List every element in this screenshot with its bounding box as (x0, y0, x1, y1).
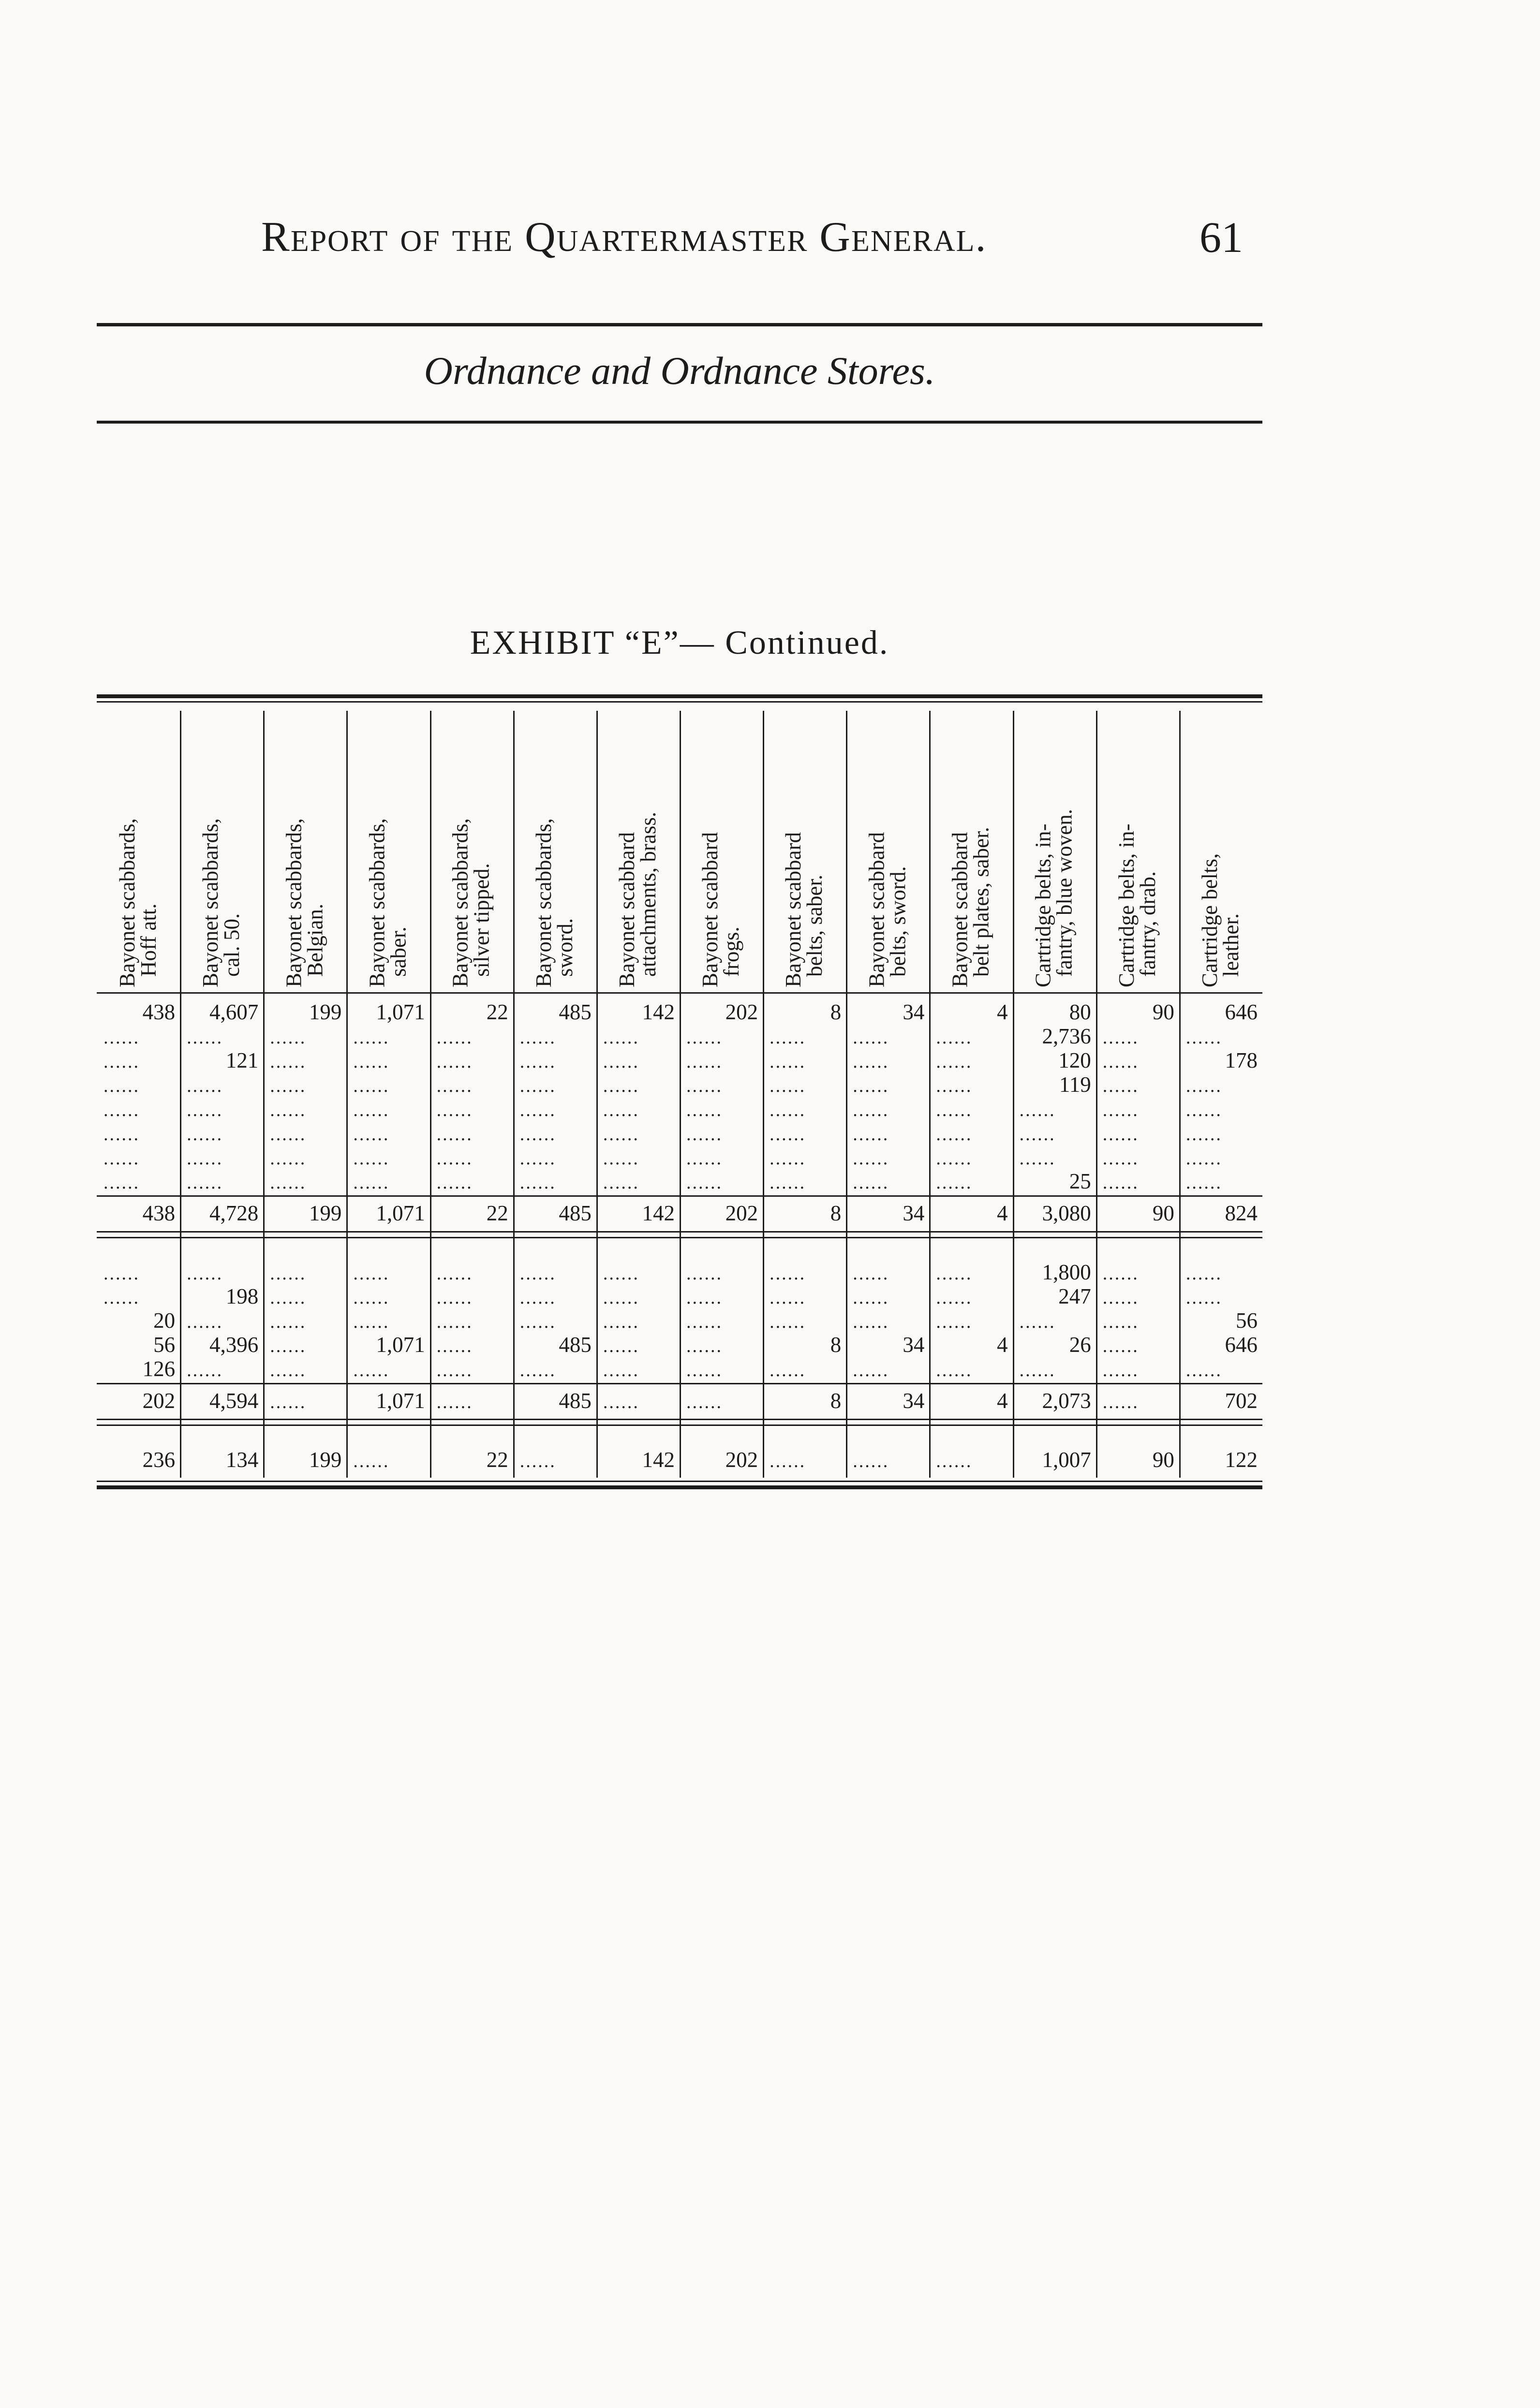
page-number: 61 (1199, 214, 1243, 262)
column-rule (596, 711, 598, 1478)
leader-dots: ...... (270, 1336, 307, 1356)
leader-dots: ...... (936, 1360, 973, 1380)
leader-dots: ...... (936, 1100, 973, 1120)
column-header-line: Hoff att. (136, 903, 161, 977)
leader-dots: ...... (1102, 1028, 1139, 1048)
leader-dots: ...... (603, 1263, 639, 1284)
leader-dots: ...... (104, 1263, 140, 1284)
leader-dots: ...... (853, 1076, 889, 1096)
leader-dots: ...... (270, 1312, 307, 1332)
balance-value: 202 (725, 1448, 758, 1472)
total-value: 485 (559, 1389, 592, 1413)
column-rule (846, 711, 847, 1478)
leader-dots: ...... (436, 1124, 473, 1145)
column-header-line: Bayonet scabbards, (365, 818, 389, 987)
leader-dots: ...... (686, 1360, 723, 1380)
column-header (948, 827, 993, 987)
exhibit-title: EXHIBIT “E”— Continued. (470, 624, 889, 661)
total-value: 202 (725, 1201, 758, 1225)
column-rule (513, 711, 515, 1478)
leader-dots: ...... (187, 1360, 223, 1380)
leader-dots: ...... (436, 1263, 473, 1284)
leader-dots: ...... (853, 1148, 889, 1169)
row-rule (97, 1383, 1262, 1384)
column-header-line: cal. 50. (220, 913, 244, 977)
leader-dots: ...... (353, 1124, 390, 1145)
total-value: 4,594 (209, 1389, 259, 1413)
leader-dots: ...... (353, 1288, 390, 1308)
leader-dots: ...... (853, 1312, 889, 1332)
column-header (698, 832, 743, 987)
cell-value: 8 (830, 1333, 842, 1357)
leader-dots: ...... (770, 1052, 806, 1072)
leader-dots: ...... (436, 1360, 473, 1380)
leader-dots: ...... (519, 1360, 556, 1380)
leader-dots: ...... (770, 1451, 806, 1471)
leader-dots: ...... (270, 1173, 307, 1193)
balance-value: 142 (642, 1448, 675, 1472)
leader-dots: ...... (187, 1312, 223, 1332)
cell-value: 438 (142, 1000, 176, 1024)
column-header-line: Bayonet scabbard (864, 832, 889, 987)
leader-dots: ...... (436, 1028, 473, 1048)
leader-dots: ...... (270, 1076, 307, 1096)
row-rule (97, 1195, 1262, 1197)
total-value: 199 (309, 1201, 342, 1225)
leader-dots: ...... (104, 1052, 140, 1072)
cell-value: 485 (559, 1333, 592, 1357)
column-header-line: Bayonet scabbard (698, 832, 723, 987)
leader-dots: ...... (686, 1288, 723, 1308)
leader-dots: ...... (936, 1312, 973, 1332)
column-header (615, 812, 660, 987)
leader-dots: ...... (436, 1100, 473, 1120)
leader-dots: ...... (603, 1100, 639, 1120)
leader-dots: ...... (187, 1076, 223, 1096)
cell-value: 178 (1225, 1048, 1258, 1072)
leader-dots: ...... (519, 1173, 556, 1193)
leader-dots: ...... (853, 1360, 889, 1380)
table-bottom-rule (97, 1485, 1262, 1489)
leader-dots: ...... (353, 1076, 390, 1096)
section-title: Ordnance and Ordnance Stores. (424, 349, 935, 393)
leader-dots: ...... (270, 1100, 307, 1120)
cell-value: 120 (1058, 1048, 1091, 1072)
total-value: 22 (486, 1201, 508, 1225)
row-rule (97, 1424, 1262, 1426)
leader-dots: ...... (519, 1312, 556, 1332)
leader-dots: ...... (686, 1052, 723, 1072)
leader-dots: ...... (770, 1173, 806, 1193)
leader-dots: ...... (270, 1392, 307, 1412)
column-header-line: Cartridge belts, in- (1114, 823, 1139, 987)
leader-dots: ...... (436, 1288, 473, 1308)
leader-dots: ...... (603, 1392, 639, 1412)
leader-dots: ...... (686, 1148, 723, 1169)
total-value: 1,071 (376, 1389, 425, 1413)
leader-dots: ...... (686, 1312, 723, 1332)
running-title: Report of the Quartermaster General. (261, 214, 987, 261)
cell-value: 119 (1059, 1072, 1091, 1097)
cell-value: 56 (1236, 1308, 1258, 1333)
leader-dots: ...... (104, 1076, 140, 1096)
column-header-line: silver tipped. (469, 863, 494, 977)
column-rule (1096, 711, 1097, 1478)
leader-dots: ...... (1185, 1173, 1222, 1193)
leader-dots: ...... (1019, 1100, 1056, 1120)
balance-value: 22 (486, 1448, 508, 1472)
leader-dots: ...... (1019, 1312, 1056, 1332)
leader-dots: ...... (603, 1336, 639, 1356)
leader-dots: ...... (770, 1263, 806, 1284)
cell-value: 34 (903, 1000, 925, 1024)
leader-dots: ...... (936, 1124, 973, 1145)
leader-dots: ...... (1102, 1288, 1139, 1308)
leader-dots: ...... (1102, 1052, 1139, 1072)
leader-dots: ...... (1102, 1312, 1139, 1332)
leader-dots: ...... (936, 1263, 973, 1284)
cell-value: 1,071 (376, 1000, 425, 1024)
header-rule-bottom (97, 421, 1262, 424)
column-header (115, 818, 161, 987)
leader-dots: ...... (686, 1028, 723, 1048)
cell-value: 25 (1069, 1169, 1091, 1193)
leader-dots: ...... (1102, 1100, 1139, 1120)
total-value: 34 (903, 1389, 925, 1413)
leader-dots: ...... (1102, 1263, 1139, 1284)
total-value: 1,071 (376, 1201, 425, 1225)
leader-dots: ...... (1185, 1124, 1222, 1145)
table-top-rule (97, 694, 1262, 698)
leader-dots: ...... (1185, 1100, 1222, 1120)
column-header-line: Bayonet scabbard (781, 832, 806, 987)
row-rule (97, 1419, 1262, 1420)
cell-value: 247 (1058, 1284, 1091, 1308)
column-header (864, 832, 910, 987)
column-header (1031, 809, 1077, 987)
cell-value: 4,396 (209, 1333, 259, 1357)
leader-dots: ...... (936, 1076, 973, 1096)
leader-dots: ...... (1185, 1263, 1222, 1284)
leader-dots: ...... (187, 1173, 223, 1193)
column-header (1198, 853, 1243, 987)
cell-value: 2,736 (1042, 1024, 1091, 1048)
leader-dots: ...... (1185, 1148, 1222, 1169)
leader-dots: ...... (104, 1173, 140, 1193)
column-rule (1179, 711, 1181, 1478)
column-header-line: fantry, blue woven. (1052, 809, 1077, 977)
leader-dots: ...... (436, 1312, 473, 1332)
leader-dots: ...... (1019, 1360, 1056, 1380)
leader-dots: ...... (1185, 1028, 1222, 1048)
leader-dots: ...... (770, 1288, 806, 1308)
cell-value: 142 (642, 1000, 675, 1024)
leader-dots: ...... (270, 1148, 307, 1169)
leader-dots: ...... (686, 1124, 723, 1145)
leader-dots: ...... (187, 1124, 223, 1145)
leader-dots: ...... (104, 1028, 140, 1048)
leader-dots: ...... (853, 1288, 889, 1308)
leader-dots: ...... (104, 1148, 140, 1169)
total-value: 8 (830, 1389, 842, 1413)
leader-dots: ...... (519, 1288, 556, 1308)
leader-dots: ...... (519, 1028, 556, 1048)
leader-dots: ...... (270, 1124, 307, 1145)
leader-dots: ...... (770, 1076, 806, 1096)
total-value: 4 (997, 1201, 1008, 1225)
column-header (532, 818, 577, 987)
leader-dots: ...... (519, 1076, 556, 1096)
leader-dots: ...... (353, 1028, 390, 1048)
cell-value: 26 (1069, 1333, 1091, 1357)
leader-dots: ...... (770, 1312, 806, 1332)
leader-dots: ...... (853, 1052, 889, 1072)
leader-dots: ...... (436, 1052, 473, 1072)
leader-dots: ...... (686, 1173, 723, 1193)
leader-dots: ...... (187, 1100, 223, 1120)
cell-value: 126 (142, 1357, 176, 1381)
balance-value: 122 (1225, 1448, 1258, 1472)
column-header-line: frogs. (719, 926, 744, 977)
cell-value: 90 (1152, 1000, 1174, 1024)
leader-dots: ...... (603, 1028, 639, 1048)
leader-dots: ...... (187, 1148, 223, 1169)
running-head (0, 213, 1540, 276)
balance-value: 90 (1152, 1448, 1174, 1472)
total-value: 4 (997, 1389, 1008, 1413)
column-rule (929, 711, 931, 1478)
leader-dots: ...... (936, 1173, 973, 1193)
leader-dots: ...... (270, 1288, 307, 1308)
leader-dots: ...... (686, 1263, 723, 1284)
cell-value: 202 (725, 1000, 758, 1024)
leader-dots: ...... (519, 1100, 556, 1120)
cell-value: 199 (309, 1000, 342, 1024)
column-header-line: Bayonet scabbards, (281, 818, 306, 987)
column-header-line: belts, sword. (886, 866, 910, 977)
column-header-line: Bayonet scabbards, (115, 818, 140, 987)
leader-dots: ...... (436, 1336, 473, 1356)
column-rule (180, 711, 181, 1478)
leader-dots: ...... (1102, 1076, 1139, 1096)
leader-dots: ...... (1102, 1392, 1139, 1412)
row-rule (97, 1231, 1262, 1233)
exhibit-table-drawing (97, 691, 1262, 1729)
leader-dots: ...... (353, 1100, 390, 1120)
leader-dots: ...... (1102, 1336, 1139, 1356)
leader-dots: ...... (1185, 1076, 1222, 1096)
leader-dots: ...... (770, 1028, 806, 1048)
leader-dots: ...... (936, 1288, 973, 1308)
leader-dots: ...... (519, 1052, 556, 1072)
column-header-line: Bayonet scabbards, (198, 818, 223, 987)
total-value: 4,728 (209, 1201, 259, 1225)
column-header-line: Bayonet scabbard (614, 832, 639, 987)
leader-dots: ...... (1102, 1173, 1139, 1193)
cell-value: 22 (486, 1000, 508, 1024)
column-header-line: sword. (552, 918, 577, 977)
leader-dots: ...... (603, 1124, 639, 1145)
leader-dots: ...... (853, 1451, 889, 1471)
total-value: 438 (142, 1201, 176, 1225)
column-rule (430, 711, 431, 1478)
column-rule (346, 711, 348, 1478)
cell-value: 646 (1225, 1000, 1258, 1024)
leader-dots: ...... (1102, 1148, 1139, 1169)
leader-dots: ...... (1185, 1288, 1222, 1308)
cell-value: 1,071 (376, 1333, 425, 1357)
column-header-line: leather. (1218, 913, 1243, 977)
total-value: 142 (642, 1201, 675, 1225)
leader-dots: ...... (519, 1124, 556, 1145)
leader-dots: ...... (1102, 1124, 1139, 1145)
cell-value: 121 (225, 1048, 259, 1072)
leader-dots: ...... (853, 1028, 889, 1048)
cell-value: 646 (1225, 1333, 1258, 1357)
leader-dots: ...... (770, 1148, 806, 1169)
leader-dots: ...... (603, 1360, 639, 1380)
leader-dots: ...... (270, 1263, 307, 1284)
leader-dots: ...... (936, 1052, 973, 1072)
cell-value: 20 (153, 1308, 176, 1333)
leader-dots: ...... (436, 1173, 473, 1193)
leader-dots: ...... (519, 1263, 556, 1284)
leader-dots: ...... (353, 1148, 390, 1169)
total-value: 485 (559, 1201, 592, 1225)
total-value: 202 (142, 1389, 176, 1413)
leader-dots: ...... (686, 1392, 723, 1412)
leader-dots: ...... (187, 1263, 223, 1284)
leader-dots: ...... (603, 1148, 639, 1169)
column-header (281, 818, 327, 987)
balance-value: 199 (309, 1448, 342, 1472)
leader-dots: ...... (1019, 1148, 1056, 1169)
column-header (1114, 823, 1160, 987)
column-header-line: Bayonet scabbard (948, 832, 972, 987)
cell-value: 34 (903, 1333, 925, 1357)
leader-dots: ...... (519, 1148, 556, 1169)
leader-dots: ...... (686, 1100, 723, 1120)
balance-value: 134 (225, 1448, 259, 1472)
total-value: 3,080 (1042, 1201, 1091, 1225)
table-top-rule-thin (97, 701, 1262, 703)
cell-value: 8 (830, 1000, 842, 1024)
balance-value: 236 (142, 1448, 176, 1472)
column-header (781, 832, 827, 987)
leader-dots: ...... (603, 1288, 639, 1308)
leader-dots: ...... (436, 1076, 473, 1096)
leader-dots: ...... (436, 1392, 473, 1412)
total-value: 824 (1225, 1201, 1258, 1225)
column-rule (680, 711, 681, 1478)
column-header (448, 818, 494, 987)
cell-value: 198 (225, 1284, 259, 1308)
leader-dots: ...... (353, 1263, 390, 1284)
leader-dots: ...... (603, 1076, 639, 1096)
leader-dots: ...... (104, 1100, 140, 1120)
column-header-line: belts, saber. (802, 874, 827, 977)
cell-value: 4 (997, 1000, 1008, 1024)
leader-dots: ...... (853, 1173, 889, 1193)
leader-dots: ...... (770, 1124, 806, 1145)
leader-dots: ...... (853, 1263, 889, 1284)
column-header-line: Bayonet scabbards, (531, 818, 556, 987)
header-rule-top (97, 323, 1262, 326)
leader-dots: ...... (603, 1312, 639, 1332)
leader-dots: ...... (1019, 1124, 1056, 1145)
leader-dots: ...... (686, 1336, 723, 1356)
leader-dots: ...... (353, 1312, 390, 1332)
column-header-line: Bayonet scabbards, (448, 818, 473, 987)
leader-dots: ...... (270, 1360, 307, 1380)
column-header-line: belt plates, saber. (969, 827, 993, 977)
total-value: 702 (1225, 1389, 1258, 1413)
total-value: 90 (1152, 1201, 1174, 1225)
balance-value: 1,007 (1042, 1448, 1091, 1472)
leader-dots: ...... (353, 1052, 390, 1072)
leader-dots: ...... (353, 1360, 390, 1380)
leader-dots: ...... (603, 1173, 639, 1193)
leader-dots: ...... (519, 1451, 556, 1471)
leader-dots: ...... (270, 1028, 307, 1048)
cell-value: 485 (559, 1000, 592, 1024)
leader-dots: ...... (770, 1100, 806, 1120)
leader-dots: ...... (353, 1451, 390, 1471)
leader-dots: ...... (603, 1052, 639, 1072)
column-rule (1013, 711, 1014, 1478)
total-value: 2,073 (1042, 1389, 1091, 1413)
column-header-line: saber. (386, 926, 411, 977)
column-header (198, 818, 244, 987)
leader-dots: ...... (853, 1100, 889, 1120)
column-header-line: Cartridge belts, (1197, 853, 1222, 987)
cell-value: 56 (153, 1333, 176, 1357)
leader-dots: ...... (853, 1124, 889, 1145)
column-header-line: attachments, brass. (636, 811, 660, 977)
column-header-line: fantry, drab. (1135, 871, 1160, 977)
exhibit-table (97, 691, 1262, 1729)
leader-dots: ...... (936, 1451, 973, 1471)
leader-dots: ...... (936, 1028, 973, 1048)
total-value: 8 (830, 1201, 842, 1225)
row-rule (97, 1237, 1262, 1238)
leader-dots: ...... (353, 1173, 390, 1193)
leader-dots: ...... (686, 1076, 723, 1096)
leader-dots: ...... (270, 1052, 307, 1072)
cell-value: 80 (1069, 1000, 1091, 1024)
cell-value: 4,607 (209, 1000, 259, 1024)
column-rule (763, 711, 764, 1478)
cell-value: 4 (997, 1333, 1008, 1357)
leader-dots: ...... (104, 1288, 140, 1308)
column-header-line: Cartridge belts, in- (1031, 823, 1055, 987)
leader-dots: ...... (104, 1124, 140, 1145)
column-header-line: Belgian. (303, 903, 327, 977)
leader-dots: ...... (187, 1028, 223, 1048)
leader-dots: ...... (770, 1360, 806, 1380)
column-header (365, 818, 411, 987)
table-bottom-rule-thin (97, 1481, 1262, 1482)
leader-dots: ...... (936, 1148, 973, 1169)
cell-value: 1,800 (1042, 1260, 1091, 1284)
leader-dots: ...... (1102, 1360, 1139, 1380)
leader-dots: ...... (436, 1148, 473, 1169)
column-rule (263, 711, 265, 1478)
leader-dots: ...... (1185, 1360, 1222, 1380)
total-value: 34 (903, 1201, 925, 1225)
